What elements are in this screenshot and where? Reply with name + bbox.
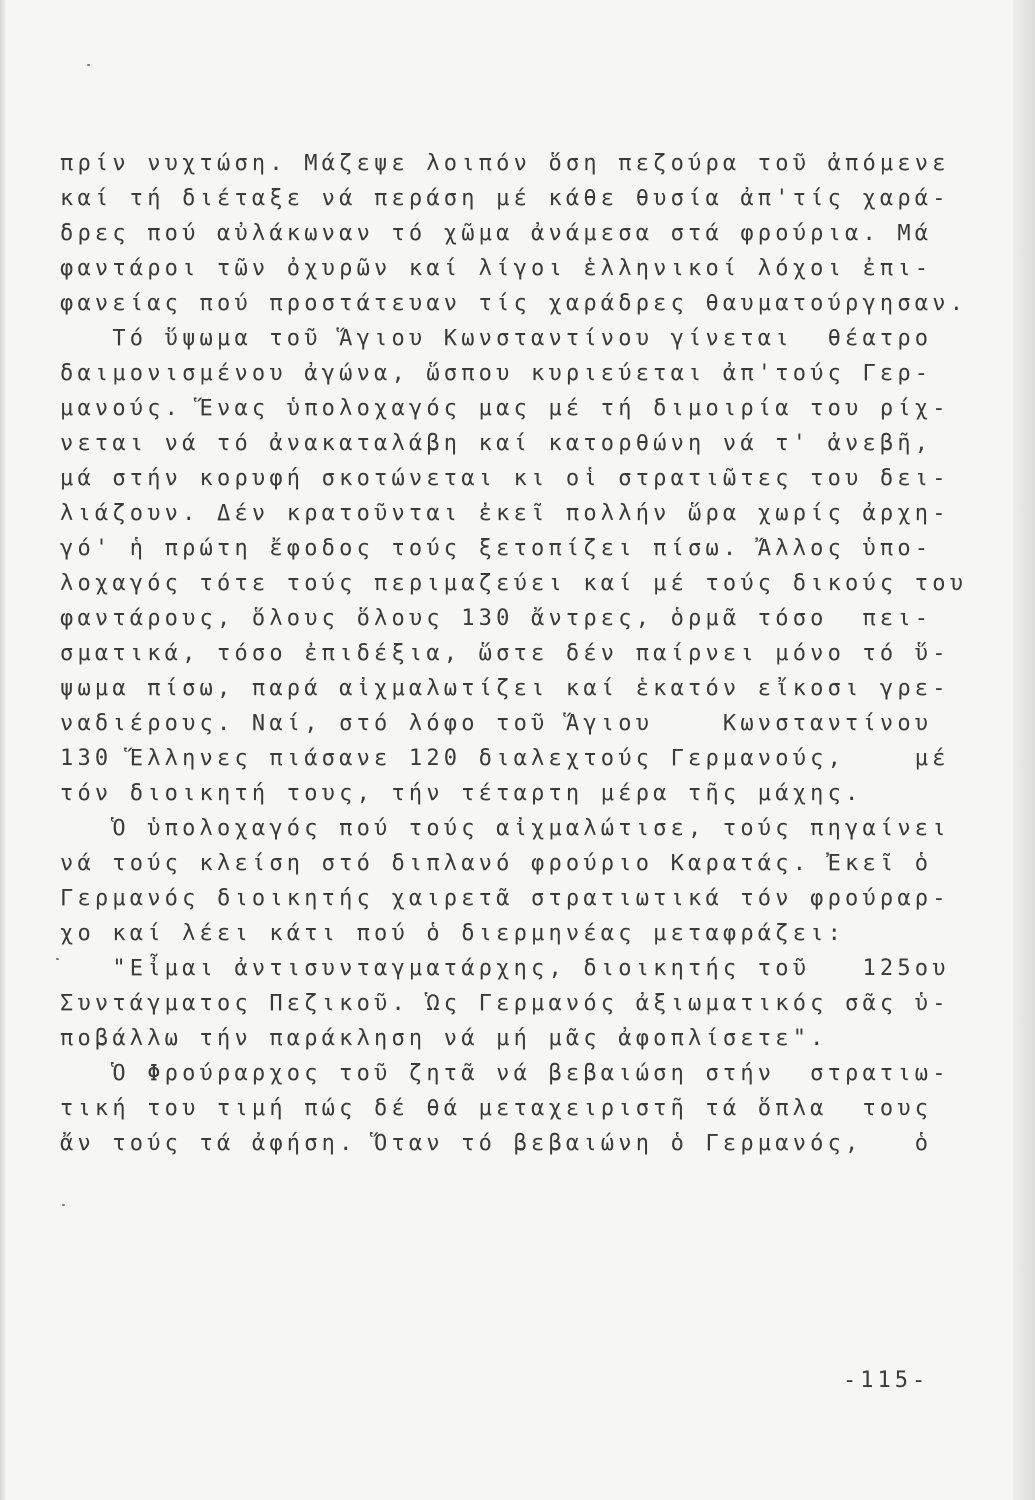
text-line: χο καί λέει κάτι πού ὁ διερμηνέας μεταφράζει: (60, 921, 846, 946)
text-line: λοχαγός τότε τούς περιμαζεύει καί μέ τούς δικούς του (60, 571, 968, 596)
text-line: Τό ὕψωμα τοῦ Ἅγιου Κωνσταντίνου γίνεται θέατρο (60, 326, 933, 351)
text-line: νά τούς κλείση στό διπλανό φρούριο Καρατάς. Ἐκεῖ ὁ (60, 851, 933, 876)
scan-speck (62, 1204, 65, 1206)
text-line: καί τή διέταξε νά περάση μέ κάθε θυσία ἀπ'τίς χαρά- (60, 186, 950, 211)
text-line: δαιμονισμένου ἀγώνα, ὥσπου κυριεύεται ἀπ'τούς Γερ- (60, 361, 933, 386)
text-line: Ὁ ὑπολοχαγός πού τούς αἰχμαλώτισε, τούς πηγαίνει (60, 816, 950, 841)
text-line: ἄν τούς τά ἀφήση. Ὅταν τό βεβαιώνη ὁ Γερμανός, ὁ (60, 1131, 933, 1156)
page-right-edge (1013, 0, 1035, 1500)
text-line: 130 Ἕλληνες πιάσανε 120 διαλεχτούς Γερμανούς, μέ (60, 746, 950, 771)
scan-speck (87, 64, 90, 66)
text-line: γό' ἡ πρώτη ἔφοδος τούς ξετοπίζει πίσω. Ἄλλος ὑπο- (60, 536, 933, 561)
text-line: φαντάροι τῶν ὀχυρῶν καί λίγοι ἑλληνικοί λόχοι ἐπι- (60, 256, 933, 281)
text-line: πρίν νυχτώση. Μάζεψε λοιπόν ὅση πεζούρα τοῦ ἀπόμενε (60, 151, 950, 176)
text-line: τόν διοικητή τους, τήν τέταρτη μέρα τῆς μάχης. (60, 781, 863, 806)
text-line: μά στήν κορυφή σκοτώνεται κι οἱ στρατιῶτες του δει- (60, 466, 950, 491)
body-text (60, 146, 968, 1161)
text-line: δρες πού αὐλάκωναν τό χῶμα ἀνάμεσα στά φρούρια. Μά (60, 221, 933, 246)
text-line: νεται νά τό ἀνακαταλάβη καί κατορθώνη νά τ' ἀνεβῆ, (60, 431, 933, 456)
text-line: "Εἶμαι ἀντισυνταγματάρχης, διοικητής τοῦ 125ου (60, 956, 950, 981)
text-line: Γερμανός διοικητής χαιρετᾶ στρατιωτικά τόν φρούραρ- (60, 886, 950, 911)
text-line: τική του τιμή πώς δέ θά μεταχειριστῆ τά ὅπλα τους (60, 1096, 933, 1121)
text-line: Συντάγματος Πεζικοῦ. Ὡς Γερμανός ἀξιωματικός σᾶς ὑ- (60, 991, 950, 1016)
text-line: λιάζουν. Δέν κρατοῦνται ἐκεῖ πολλήν ὥρα χωρίς ἀρχη- (60, 501, 950, 526)
page-left-shadow (0, 0, 6, 1500)
page-number: -115- (843, 1368, 930, 1393)
text-line: ναδιέρους. Ναί, στό λόφο τοῦ Ἅγιου Κωνσταντίνου (60, 711, 933, 736)
text-line: ψωμα πίσω, παρά αἰχμαλωτίζει καί ἑκατόν εἴκοσι γρε- (60, 676, 950, 701)
text-line: φαντάρους, ὅλους ὅλους 130 ἄντρες, ὁρμᾶ τόσο πει- (60, 606, 933, 631)
text-line: μανούς. Ἕνας ὑπολοχαγός μας μέ τή διμοιρία του ρίχ- (60, 396, 950, 421)
text-line: Ὁ Φρούραρχος τοῦ ζητᾶ νά βεβαιώση στήν στρατιω- (60, 1061, 950, 1086)
scan-speck (56, 958, 59, 960)
text-line: φανείας πού προστάτευαν τίς χαράδρες θαυματούργησαν. (60, 291, 968, 316)
text-line: σματικά, τόσο ἐπιδέξια, ὥστε δέν παίρνει μόνο τό ὕ- (60, 641, 950, 666)
text-line: ποβάλλω τήν παράκληση νά μή μᾶς ἀφοπλίσετε". (60, 1026, 828, 1051)
